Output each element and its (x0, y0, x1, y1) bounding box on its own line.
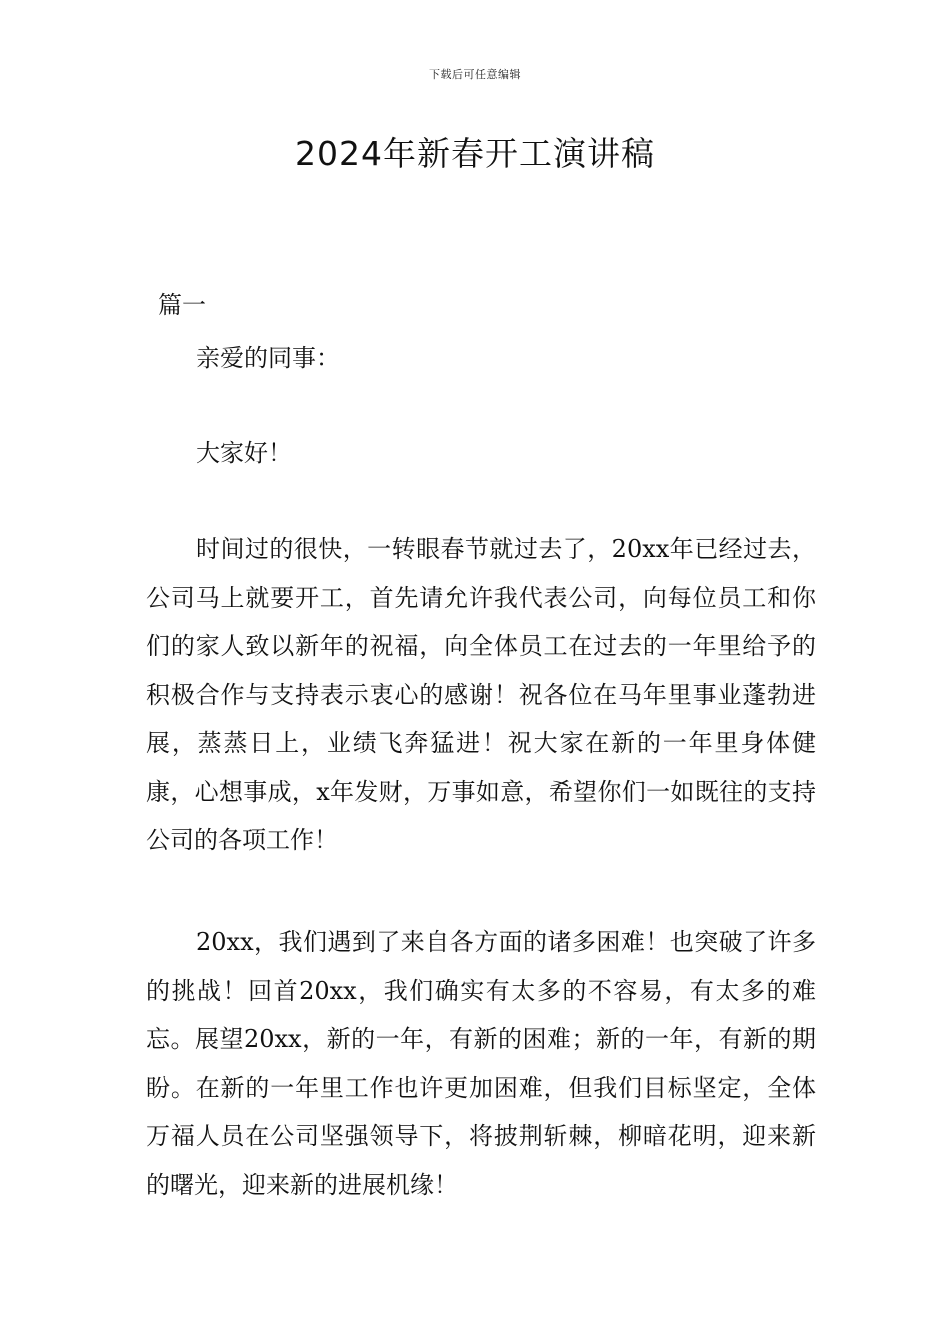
document-title: 2024年新春开工演讲稿 (295, 134, 655, 173)
greeting: 大家好！ (196, 439, 292, 467)
salutation: 亲爱的同事： (196, 344, 340, 372)
body-paragraph: 时间过的很快，一转眼春节就过去了，20xx年已经过去，公司马上就要开工，首先请允许我代表公司，向每位员工和你们的家人致以新年的祝福，向全体员工在过去的一年里给予的积极合作与支持表示衷心的感谢！祝各位在马年里事业蓬勃进展，蒸蒸日上，业绩飞奔猛进！祝大家在新的一年里身体健康，心想事成，x年发财，万事如意，希望你们一如既往的支持公司的各项工作！ (146, 535, 816, 854)
section-label: 篇一 (158, 291, 206, 319)
header-note: 下载后可任意编辑 (429, 68, 521, 81)
body-paragraph: 20xx，我们遇到了来自各方面的诸多困难！也突破了许多的挑战！回首20xx，我们确实有太多的不容易，有太多的难忘。展望20xx，新的一年，有新的困难；新的一年，有新的期盼。在新的一年里工作也许更加困难，但我们目标坚定，全体万福人员在公司坚强领导下，将披荆斩棘，柳暗花明，迎来新的曙光，迎来新的进展机缘！ (146, 928, 816, 1199)
